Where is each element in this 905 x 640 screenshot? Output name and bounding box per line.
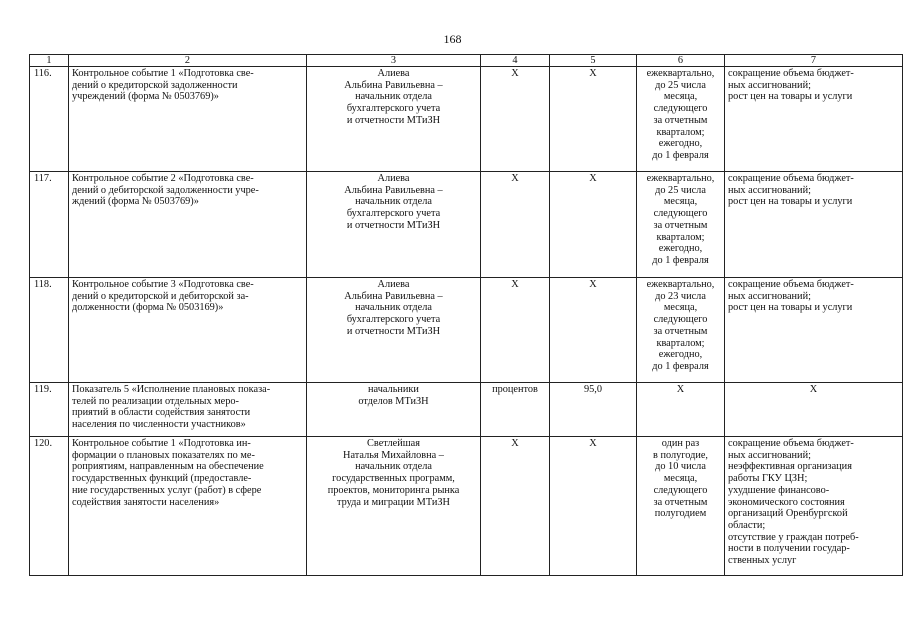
responsible-person: Алиева Альбина Равильевна – начальник отдела бухгалтерского учета и отчетности МТиЗН xyxy=(307,278,481,383)
column-number: 6 xyxy=(637,55,725,67)
deadline-cell: ежеквартально, до 25 числа месяца, следующего за отчетным кварталом; ежегодно, до 1 февраля xyxy=(637,67,725,172)
column-number: 3 xyxy=(307,55,481,67)
page-number: 168 xyxy=(443,32,462,46)
value-cell: X xyxy=(550,437,637,576)
unit-cell: X xyxy=(481,67,550,172)
value-cell: X xyxy=(550,172,637,278)
event-name: Контрольное событие 1 «Подготовка ин- формации о плановых показателях по ме- роприятиям, направленным на обеспечение государственных функций (предоставле- ние государственных услуг (работ) в сфере содействия занятости населения» xyxy=(69,437,307,576)
responsible-person: начальники отделов МТиЗН xyxy=(307,383,481,437)
table-row xyxy=(30,172,903,278)
risks-cell: сокращение объема бюджет- ных ассигнований; рост цен на товары и услуги xyxy=(725,278,903,383)
risks-cell: сокращение объема бюджет- ных ассигнований; рост цен на товары и услуги xyxy=(725,67,903,172)
deadline-cell: один раз в полугодие, до 10 числа месяца, следующего за отчетным полугодием xyxy=(637,437,725,576)
value-cell: X xyxy=(550,67,637,172)
deadline-cell: X xyxy=(637,383,725,437)
deadline-cell: ежеквартально, до 23 числа месяца, следующего за отчетным кварталом; ежегодно, до 1 февраля xyxy=(637,278,725,383)
row-number: 119. xyxy=(30,383,69,437)
unit-cell: X xyxy=(481,278,550,383)
risks-cell: сокращение объема бюджет- ных ассигнований; неэффективная организация работы ГКУ ЦЗН; ухудшение финансово- экономического состояния организаций Оренбургской области; отсутствие у граждан потреб- ности в получении государ- ственных услуг xyxy=(725,437,903,576)
event-name: Контрольное событие 2 «Подготовка све- дений о дебиторской задолженности учре- ждений (форма № 0503769)» xyxy=(69,172,307,278)
risks-cell: X xyxy=(725,383,903,437)
row-number: 117. xyxy=(30,172,69,278)
unit-cell: X xyxy=(481,437,550,576)
row-number: 118. xyxy=(30,278,69,383)
indicator-name: Показатель 5 «Исполнение плановых показа- телей по реализации отдельных меро- приятий в области содействия занятости населения по численности участников» xyxy=(69,383,307,437)
responsible-person: Алиева Альбина Равильевна – начальник отдела бухгалтерского учета и отчетности МТиЗН xyxy=(307,67,481,172)
table-row xyxy=(30,383,903,437)
row-number: 120. xyxy=(30,437,69,576)
table-row xyxy=(30,278,903,383)
responsible-person: Светлейшая Наталья Михайловна – начальник отдела государственных программ, проектов, мониторинга рынка труда и миграции МТиЗН xyxy=(307,437,481,576)
unit-cell: процентов xyxy=(481,383,550,437)
column-number: 7 xyxy=(725,55,903,67)
unit-cell: X xyxy=(481,172,550,278)
column-number: 1 xyxy=(30,55,69,67)
value-cell: 95,0 xyxy=(550,383,637,437)
table-row xyxy=(30,67,903,172)
table-row xyxy=(30,437,903,576)
column-number: 4 xyxy=(481,55,550,67)
deadline-cell: ежеквартально, до 25 числа месяца, следующего за отчетным кварталом; ежегодно, до 1 февраля xyxy=(637,172,725,278)
column-number: 5 xyxy=(550,55,637,67)
risks-cell: сокращение объема бюджет- ных ассигнований; рост цен на товары и услуги xyxy=(725,172,903,278)
column-number: 2 xyxy=(69,55,307,67)
column-number-row xyxy=(30,55,903,67)
responsible-person: Алиева Альбина Равильевна – начальник отдела бухгалтерского учета и отчетности МТиЗН xyxy=(307,172,481,278)
row-number: 116. xyxy=(30,67,69,172)
event-name: Контрольное событие 1 «Подготовка све- дений о кредиторской задолженности учреждений (форма № 0503769)» xyxy=(69,67,307,172)
value-cell: X xyxy=(550,278,637,383)
event-name: Контрольное событие 3 «Подготовка све- дений о кредиторской и дебиторской за- долженности (форма № 0503169)» xyxy=(69,278,307,383)
activities-table xyxy=(29,54,903,576)
